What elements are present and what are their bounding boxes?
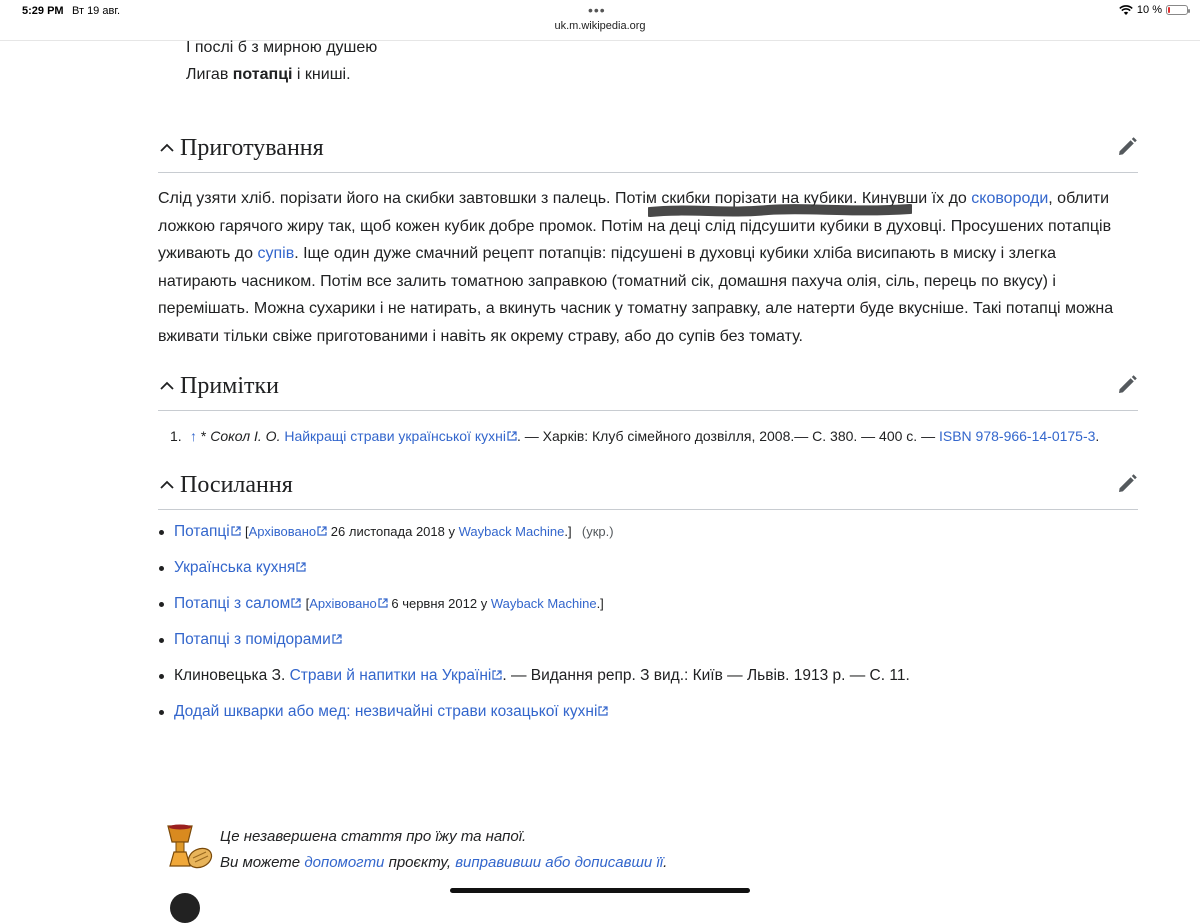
reference-text: * [197, 428, 211, 444]
external-link-icon [332, 634, 342, 644]
food-drink-icon [162, 822, 214, 870]
help-link[interactable]: допомогти [304, 854, 385, 871]
link-text: Потапці з помідорами [174, 631, 331, 648]
section-title: Примітки [180, 372, 280, 399]
stub-notice [162, 820, 762, 880]
status-indicators [1119, 4, 1188, 16]
external-link-icon [598, 706, 608, 716]
list-item [174, 630, 1138, 650]
link-skovoroda[interactable]: сковороди [971, 190, 1049, 207]
external-link[interactable] [174, 631, 342, 648]
archive-date: 6 червня 2012 у [387, 596, 491, 611]
status-time: 5:29 PM [22, 5, 64, 17]
stub-line: Це незавершена стаття про їжу та напої. [220, 828, 527, 845]
status-date: Вт 19 авг. [72, 5, 121, 17]
battery-fill [1168, 7, 1170, 13]
link-text: Архівовано [248, 524, 317, 539]
list-item [174, 666, 1138, 686]
link-supy[interactable]: супів [257, 245, 295, 262]
paragraph-text: . Іще один дуже смачний рецепт потапців: підсушені в духовці кубики хліба висипають в миску і злегка натирають часником. Потім все залить томатною заправкою (томатний сік, домашня пахуча олія, сіль, перець по вкусу) і перемішать. Можна сухарики і не натирать, а вкинуть часник у томатну заправку, але натерти буде вкусніше. Такі потапці можна вживати тільки свіже приготованими і навіть як окрему страву, або до супів без томату. [158, 245, 1114, 345]
list-item [174, 594, 1138, 614]
pencil-icon[interactable] [1116, 136, 1138, 158]
address-bar-url[interactable]: uk.m.wikipedia.org [554, 20, 646, 32]
wayback-link[interactable]: Wayback Machine [490, 596, 597, 611]
link-text: Українська кухня [174, 559, 296, 576]
archive-note: [Архівовано 6 червня 2012 у Wayback Machine.] [305, 596, 604, 611]
edit-article-link[interactable]: виправивши або дописавши її [455, 854, 664, 871]
stub-text-part: Ви можете [220, 854, 305, 871]
link-text: Додай шкварки або мед: незвичайні страви козацької кухні [174, 703, 598, 720]
pencil-icon[interactable] [1116, 374, 1138, 396]
external-links-list [158, 522, 1138, 722]
archive-note: [Архівовано 26 листопада 2018 у Wayback Machine.] [245, 524, 572, 539]
wayback-link[interactable]: Wayback Machine [458, 524, 565, 539]
external-link-icon [317, 526, 327, 536]
avatar [170, 893, 200, 923]
list-item-prefix: Клиновецька З. [174, 667, 290, 684]
reference-title-text: Найкращі страви української кухні [284, 428, 506, 444]
home-indicator[interactable] [450, 888, 750, 893]
reference-text: . [1095, 428, 1100, 444]
isbn-link[interactable]: ISBN 978-966-14-0175-3 [938, 428, 1096, 444]
stub-line [220, 850, 667, 876]
section-title: Посилання [180, 471, 293, 498]
external-link[interactable] [174, 523, 241, 540]
poem-quote [158, 34, 1138, 88]
archive-date: 26 листопада 2018 у [327, 524, 459, 539]
references-list [158, 425, 1138, 447]
external-link[interactable] [174, 703, 608, 720]
section-paragraph [158, 185, 1138, 350]
poem-text: Лигав [186, 66, 233, 83]
external-link-icon [492, 670, 502, 680]
chevron-up-icon[interactable] [158, 476, 176, 494]
external-link-icon [231, 526, 241, 536]
external-link-icon [291, 598, 301, 608]
section-header-notes[interactable] [158, 362, 1138, 411]
chevron-up-icon[interactable] [158, 139, 176, 157]
archived-link[interactable] [249, 524, 328, 539]
battery-percent: 10 % [1136, 4, 1162, 16]
section-header-links[interactable] [158, 461, 1138, 510]
reference-author: Сокол І. О. [210, 428, 281, 444]
stub-text [220, 824, 667, 876]
archive-tail: .] [596, 596, 604, 611]
poem-bold-word: потапці [232, 66, 293, 83]
poem-line: І послі б з мирною душею [186, 39, 378, 56]
poem-text: і книші. [292, 66, 351, 83]
external-link[interactable] [174, 559, 306, 576]
external-link-icon [378, 598, 388, 608]
external-link[interactable] [290, 667, 503, 684]
link-text: Архівовано [309, 596, 377, 611]
scribble-mark [648, 201, 912, 221]
external-link[interactable] [174, 595, 301, 612]
pencil-icon[interactable] [1116, 473, 1138, 495]
poem-line [186, 61, 1138, 88]
wifi-icon [1119, 4, 1133, 16]
reference-backlink[interactable]: ↑ [190, 428, 197, 444]
battery-icon [1166, 5, 1188, 15]
reference-item [158, 425, 1138, 447]
paragraph-text: , облити ложкою гарячого жиру так, щоб кожен кубик добре промок. Потім на деці слід підсушити кубики в духовці. Просушених потапців уживають до [158, 190, 1112, 262]
stub-text-part: проєкту, [384, 854, 456, 871]
link-text: Потапці з салом [174, 595, 291, 612]
reference-text: . — Харків: Клуб сімейного дозвілля, 2008.— С. 380. — 400 с. — [517, 428, 939, 444]
link-text: Потапці [174, 523, 230, 540]
language-tag: (укр.) [581, 524, 614, 539]
archive-tail: .] [564, 524, 572, 539]
link-text: Страви й напитки на Україні [289, 667, 492, 684]
chevron-up-icon[interactable] [158, 377, 176, 395]
list-item-rest: . — Видання репр. З вид.: Київ — Львів. 1913 р. — С. 11. [502, 667, 910, 684]
list-item [174, 558, 1138, 578]
external-link-icon [296, 562, 306, 572]
stub-text-part: . [663, 854, 668, 871]
archived-link[interactable] [309, 596, 388, 611]
paragraph-text: Слід узяти хліб. порізати його на скибки завтовшки з палець. Потім скибки порізати на кубики. Кинувши їх до [158, 190, 972, 207]
multitask-dots-icon[interactable]: ••• [588, 2, 606, 18]
reference-number: 1. [170, 428, 182, 444]
section-title: Приготування [180, 134, 324, 161]
external-link-icon [507, 431, 517, 441]
list-item [174, 522, 1138, 542]
article-content [158, 40, 1138, 738]
section-header-preparation[interactable] [158, 124, 1138, 173]
reference-title-link[interactable] [284, 428, 517, 444]
list-item [174, 702, 1138, 722]
